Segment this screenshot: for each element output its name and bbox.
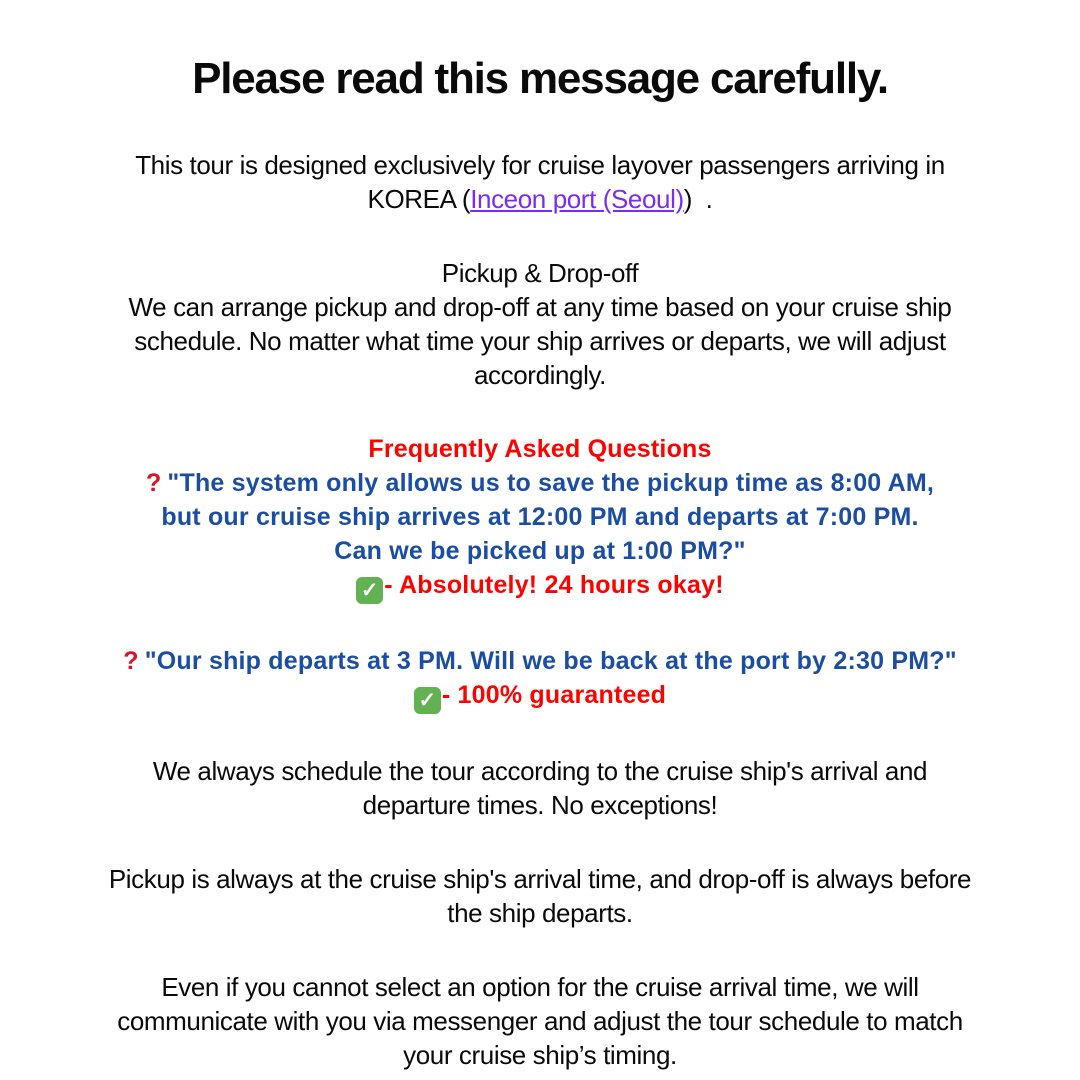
- pickup-timing-line: the ship departs.: [447, 898, 633, 928]
- pickup-body-line: We can arrange pickup and drop-off at any time based on your cruise ship: [128, 292, 952, 322]
- schedule-line: We always schedule the tour according to the cruise ship's arrival and: [152, 756, 928, 786]
- pickup-dropoff-heading: Pickup & Drop-off: [441, 258, 639, 288]
- question-mark-icon: ?: [145, 469, 162, 497]
- intro-line-1: This tour is designed exclusively for cruise layover passengers arriving in: [135, 150, 945, 180]
- faq-heading: Frequently Asked Questions: [368, 435, 712, 463]
- check-icon: ✓: [414, 687, 441, 714]
- faq-question-1: [0, 466, 1080, 604]
- faq-section: [0, 432, 1080, 714]
- faq-answer-2: [0, 678, 1080, 714]
- messenger-line: your cruise ship’s timing.: [403, 1040, 677, 1070]
- faq-q1-line-2: but our cruise ship arrives at 12:00 PM and departs at 7:00 PM.: [161, 503, 919, 531]
- pickup-body-line: accordingly.: [473, 360, 606, 390]
- faq-question-2: [0, 644, 1080, 714]
- page-title: Please read this message carefully.: [192, 54, 888, 103]
- faq-q2-line: [0, 644, 1080, 678]
- faq-answer-2-text: - 100% guaranteed: [441, 681, 667, 709]
- faq-q1-line-3: Can we be picked up at 1:00 PM?": [334, 537, 746, 565]
- intro-line-2-suffix: ) .: [683, 184, 713, 214]
- faq-answer-1: [0, 568, 1080, 604]
- incheon-port-link[interactable]: Inceon port (Seoul): [470, 184, 684, 214]
- schedule-line: departure times. No exceptions!: [362, 790, 718, 820]
- check-icon: ✓: [356, 577, 383, 604]
- intro-line-2: [85, 182, 995, 216]
- schedule-paragraph: [85, 754, 995, 822]
- faq-q2-text: "Our ship departs at 3 PM. Will we be back at the port by 2:30 PM?": [144, 647, 957, 675]
- intro-line-2-prefix: KOREA (: [367, 184, 471, 214]
- messenger-line: Even if you cannot select an option for the cruise arrival time, we will: [161, 972, 919, 1002]
- messenger-line: communicate with you via messenger and adjust the tour schedule to match: [117, 1006, 963, 1036]
- question-mark-icon: ?: [123, 647, 139, 675]
- pickup-body-line: schedule. No matter what time your ship arrives or departs, we will adjust: [134, 326, 946, 356]
- intro-paragraph: [85, 148, 995, 216]
- pickup-timing-line: Pickup is always at the cruise ship's arrival time, and drop-off is always before: [108, 864, 972, 894]
- pickup-timing-paragraph: [55, 862, 1025, 930]
- faq-q1-text-1: "The system only allows us to save the pickup time as 8:00 AM,: [167, 469, 935, 497]
- messenger-paragraph: [55, 970, 1025, 1072]
- faq-q1-line-1: [0, 466, 1080, 500]
- pickup-dropoff-body: [55, 290, 1025, 392]
- pickup-dropoff-section: [0, 256, 1080, 392]
- faq-answer-1-text: - Absolutely! 24 hours okay!: [384, 571, 724, 599]
